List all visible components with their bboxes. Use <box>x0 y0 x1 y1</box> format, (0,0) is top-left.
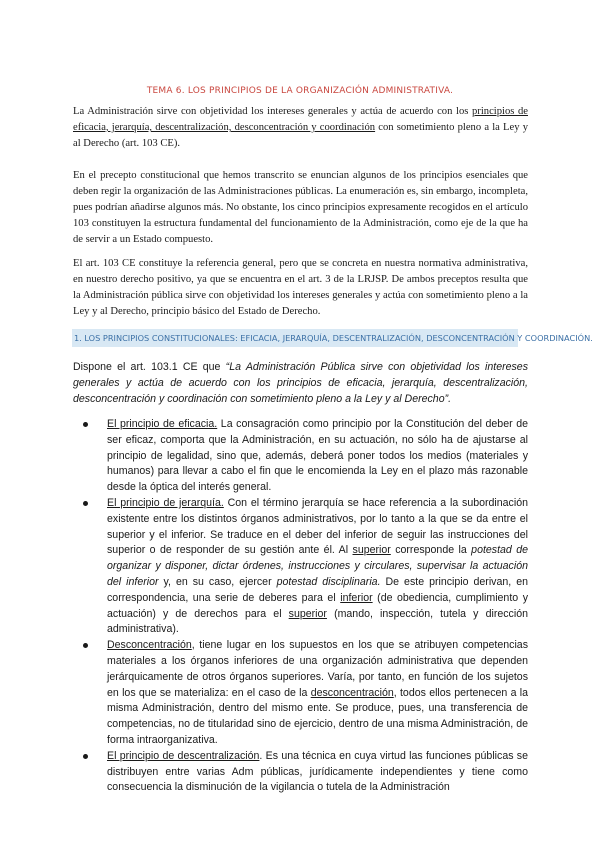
italic-term: potestad disciplinaria. <box>276 575 381 588</box>
paragraph-intro <box>73 104 528 152</box>
list-item-desconcentracion <box>73 638 528 749</box>
section-heading: 1. LOS PRINCIPIOS CONSTITUCIONALES: EFICACIA, JERARQUÍA, DESCENTRALIZACIÓN, DESCONCENTRACIÓN Y COORDINACIÓN. <box>72 329 518 347</box>
list-item-eficacia <box>73 417 528 496</box>
item-text: , todos ellos pertenecen a la misma Administración, dentro del mismo ente. Se produce, pues, una transferencia de competencias, no de titularidad sino de ejercicio, dentro de una misma Administración, de forma intraorganizativa. <box>107 686 528 746</box>
bullet-icon <box>83 754 88 759</box>
item-text: Con el término jerarquía se hace referencia a la subordinación existente entre los distintos órganos administrativos, por lo tanto a la que se da entre el superior y el inferior. Se traduce en el deber del inferior de seguir las instrucciones del superior o de responder de su gestión ante él. Al <box>107 496 528 557</box>
item-label: El principio de jerarquía. <box>107 496 224 509</box>
item-text: (mando, inspección, tutela y dirección administrativa). <box>107 607 528 636</box>
item-label: Desconcentración <box>107 639 192 652</box>
paragraph-precept: En el precepto constitucional que hemos transcrito se enuncian algunos de los principios esenciales que deben regir la organización de las Administraciones públicas. La enumeración es, sin embargo, incompleta, pues podrían añadirse algunos más. No obstante, los cinco principios expresamente recogidos en el artículo 103 constituyen la estructura fundamental del funcionamiento de la Administración, como eje de la que ha de servir a un Estado compuesto. <box>73 170 528 245</box>
paragraph-art103: El art. 103 CE constituye la referencia general, pero que se concreta en nuestra normativa administrativa, en nuestro derecho positivo, ya que se encuentra en el art. 3 de la LRJSP. De ambos preceptos resulta que la Administración pública sirve con objetividad los intereses generales y actúa con sometimiento pleno a la Ley y al Derecho, principio básico del Estado de Derecho. <box>73 258 528 317</box>
item-text: De este principio derivan, en correspondencia, una serie de deberes para el <box>107 575 528 604</box>
bullet-icon <box>83 422 88 427</box>
text-span: La Administración sirve con objetividad los intereses generales y actúa de acuerdo con los <box>73 106 472 117</box>
underlined-term: superior <box>288 607 327 620</box>
underlined-term: inferior <box>340 591 373 604</box>
item-text: . Es una técnica en cuya virtud las funciones públicas se distribuyen entre varias Adm públicas, jurídicamente independientes y tiene como consecuencia la disminución de la vigilancia o tutela de la Administración <box>107 749 528 794</box>
underlined-term: desconcentración <box>310 686 394 699</box>
paragraph-quote <box>73 360 528 407</box>
item-text: La consagración como principio por la Constitución del deber de ser eficaz, comporta que la Administración, en su actuación, no sólo ha de ajustarse al principio de legalidad, sino que, además, deberá poner todos los medios (materiales y humanos) para llevar a cabo el fin que le encomienda la Ley en el plazo más razonable desde la óptica del interés general. <box>107 418 528 494</box>
list-item-descentralizacion <box>73 749 528 796</box>
text-span: Dispone el art. 103.1 CE que <box>73 361 226 373</box>
item-text: y, en su caso, ejercer <box>158 575 277 588</box>
item-text: corresponde la <box>390 544 472 557</box>
principles-underlined: principios de eficacia, jerarquía, descentralización, desconcentración y coordinación <box>73 106 528 133</box>
quote-text: “La Administración Pública sirve con objetividad los intereses generales y actúa de acuerdo con los principios de eficacia, jerarquía, descentralización, desconcentración y coordinación con sometimiento pleno a la Ley y al Derecho”. <box>73 361 528 405</box>
principles-list <box>73 417 528 796</box>
chapter-title: TEMA 6. LOS PRINCIPIOS DE LA ORGANIZACIÓN ADMINISTRATIVA. <box>146 86 454 96</box>
bullet-icon <box>83 643 88 648</box>
item-label: El principio de eficacia. <box>107 418 218 430</box>
item-label: El principio de descentralización <box>107 749 260 762</box>
italic-term: potestad de organizar y disponer, dictar órdenes, instrucciones y circulares, supervisar la actuación del inferior <box>107 544 529 588</box>
text-span: con sometimiento pleno a la Ley y al Derecho (art. 103 CE). <box>73 122 528 149</box>
list-item-jerarquia <box>73 496 528 638</box>
underlined-term: superior <box>352 544 391 557</box>
item-text: (de obediencia, cumplimiento y actuación) y de derechos para el <box>107 591 529 620</box>
bullet-icon <box>83 501 88 506</box>
item-text: , tiene lugar en los supuestos en los que se atribuyen competencias materiales a los órganos inferiores de una organización administrativa que dependen jerárquicamente de otros órganos superiores. Varía, por tanto, en función de los sujetos en los que se materializa: en el caso de la <box>107 639 528 699</box>
